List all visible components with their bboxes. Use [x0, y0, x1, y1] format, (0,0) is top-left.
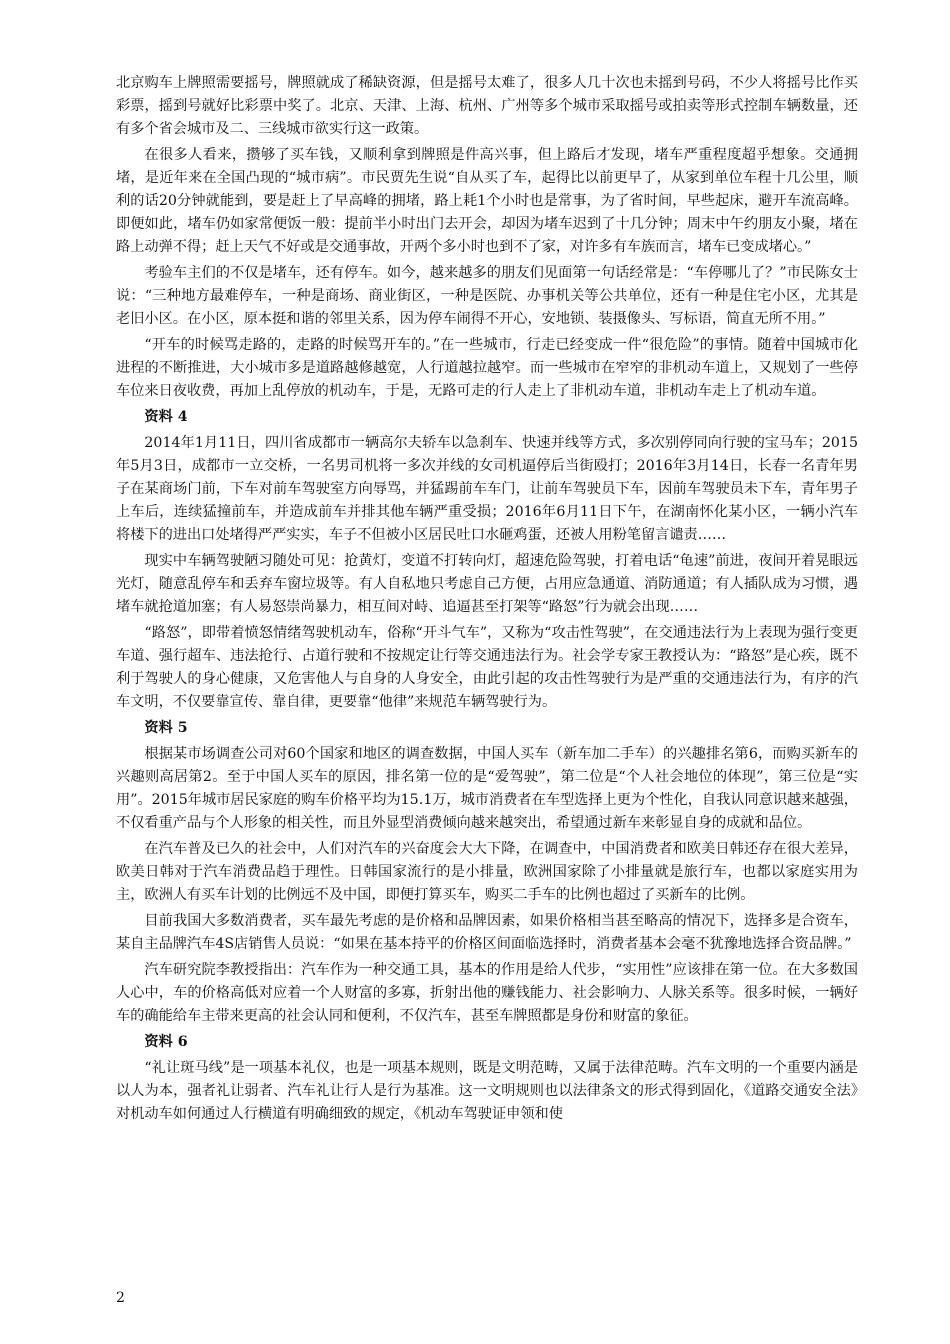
paragraph: 北京购车上牌照需要摇号，牌照就成了稀缺资源，但是摇号太难了，很多人几十次也未摇到号码，不少人将摇号比作买彩票，摇到号就好比彩票中奖了。北京、天津、上海、杭州、广州等多个城市采取摇号或拍卖等形式控制车辆数量，还有多个省会城市及二、三线城市欲实行这一政策。	[116, 75, 858, 137]
paragraph: 目前我国大多数消费者，买车最先考虑的是价格和品牌因素，如果价格相当甚至略高的情况下，选择多是合资车，某自主品牌汽车4S店销售人员说：“如果在基本持平的价格区间面临选择时，消费者基本会毫不犹豫地选择合资品牌。”	[116, 913, 858, 952]
section-heading-6: 资料 6	[144, 1034, 188, 1050]
paragraph: 2014年1月11日，四川省成都市一辆高尔夫轿车以急刹车、快速并线等方式，多次别停同向行驶的宝马车；2015年5月3日，成都市一立交桥，一名男司机将一多次并线的女司机逼停后当街殴打；2016年3月14日，长春一名青年男子在某商场门前，下车对前车驾驶室方向辱骂，并猛踢前车车门，让前车驾驶员下车，因前车驾驶员未下车，青年男子上车后，连续猛撞前车，并造成前车并排其他车辆严重受损；2016年6月11日下午，在湖南怀化某小区，一辆小汽车将楼下的进出口处堵得严严实实，车子不但被小区居民吐口水砸鸡蛋，还被人用粉笔留言谴责……	[116, 435, 858, 543]
paragraph: 在很多人看来，攒够了买车钱，又顺利拿到牌照是件高兴事，但上路后才发现，堵车严重程度超乎想象。交通拥堵，是近年来在全国凸现的“城市病”。市民贾先生说“自从买了车，起得比以前更早了，从家到单位车程十几公里，顺利的话20分钟就能到，要是赶上了早高峰的拥堵，路上耗1个小时也是常事，为了省时间，早些起床，避开车流高峰。即便如此，堵车仍如家常便饭一般：提前半小时出门去开会，却因为堵车迟到了十几分钟；周末中午约朋友小聚，堵在路上动弹不得；赶上天气不好或是交通事故，开两个多小时也到不了家，对许多有车族而言，堵车已变成堵心。”	[116, 147, 858, 255]
section-heading-5: 资料 5	[144, 720, 188, 736]
page-number: 2	[116, 1290, 125, 1306]
paragraph: “开车的时候骂走路的，走路的时候骂开车的。”在一些城市，行走已经变成一件“很危险”的事情。随着中国城市化进程的不断推进，大小城市多是道路越修越宽，人行道越拉越窄。而一些城市在窄窄的非机动车道上，又规划了一些停车位来日夜收费，再加上乱停放的机动车，于是，无路可走的行人走上了非机动车道，非机动车走上了机动车道。	[116, 337, 858, 399]
paragraph: “礼让斑马线”是一项基本礼仪，也是一项基本规则，既是文明范畴，又属于法律范畴。汽车文明的一个重要内涵是以人为本，强者礼让弱者、汽车礼让行人是行为基准。这一文明规则也以法律条文的形式得到固化，《道路交通安全法》对机动车如何通过人行横道有明确细致的规定，《机动车驾驶证申领和使	[116, 1060, 858, 1122]
document-body	[116, 72, 858, 1129]
paragraph: 汽车研究院李教授指出：汽车作为一种交通工具，基本的作用是给人代步，“实用性”应该排在第一位。在大多数国人心中，车的价格高低对应着一个人财富的多寡，折射出他的赚钱能力、社会影响力、人脉关系等。很多时候，一辆好车的确能给车主带来更高的社会认同和便利，不仅汽车，甚至车牌照都是身份和财富的象征。	[116, 962, 858, 1024]
paragraph: 在汽车普及已久的社会中，人们对汽车的兴奋度会大大下降，在调查中，中国消费者和欧美日韩还存在很大差异，欧美日韩对于汽车消费品趋于理性。日韩国家流行的是小排量，欧洲国家除了小排量就是旅行车，也都以家庭实用为主，欧洲人有买车计划的比例远不及中国，即便打算买车，购买二手车的比例也超过了买新车的比例。	[116, 841, 858, 903]
section-heading-4: 资料 4	[144, 409, 188, 425]
paragraph: “路怒”，即带着愤怒情绪驾驶机动车，俗称“开斗气车”，又称为“攻击性驾驶”，在交通违法行为上表现为强行变更车道、强行超车、违法抢行、占道行驶和不按规定让行等交通违法行为。社会学专家王教授认为：“路怒”是心疾，既不利于驾驶人的身心健康，又危害他人与自身的人身安全，由此引起的攻击性驾驶行为是严重的交通违法行为，有序的汽车文明，不仅要靠宣传、靠自律，更要靠“他律”来规范车辆驾驶行为。	[116, 625, 858, 710]
paragraph: 现实中车辆驾驶陋习随处可见：抢黄灯，变道不打转向灯，超速危险驾驶，打着电话“龟速”前进，夜间开着晃眼远光灯，随意乱停车和丢弃车窗垃圾等。有人自私地只考虑自己方便，占用应急通道、消防通道；有人插队成为习惯，遇堵车就抢道加塞；有人易怒崇尚暴力，相互间对峙、追逼甚至打架等“路怒”行为就会出现……	[116, 553, 858, 615]
paragraph: 考验车主们的不仅是堵车，还有停车。如今，越来越多的朋友们见面第一句话经常是：“车停哪儿了？”市民陈女士说：“三种地方最难停车，一种是商场、商业街区，一种是医院、办事机关等公共单位，还有一种是住宅小区，尤其是老旧小区。在小区，原本挺和谐的邻里关系，因为停车闹得不开心，安地锁、装摄像头、写标语，简直无所不用。”	[116, 265, 858, 327]
paragraph: 根据某市场调查公司对60个国家和地区的调查数据，中国人买车（新车加二手车）的兴趣排名第6，而购买新车的兴趣则高居第2。至于中国人买车的原因，排名第一位的是“爱驾驶”，第二位是“个人社会地位的体现”，第三位是“实用”。2015年城市居民家庭的购车价格平均为15.1万，城市消费者在车型选择上更为个性化，自我认同意识越来越强，不仅看重产品与个人形象的相关性，而且外显型消费倾向越来越突出，希望通过新车来彰显自身的成就和品位。	[116, 746, 858, 831]
